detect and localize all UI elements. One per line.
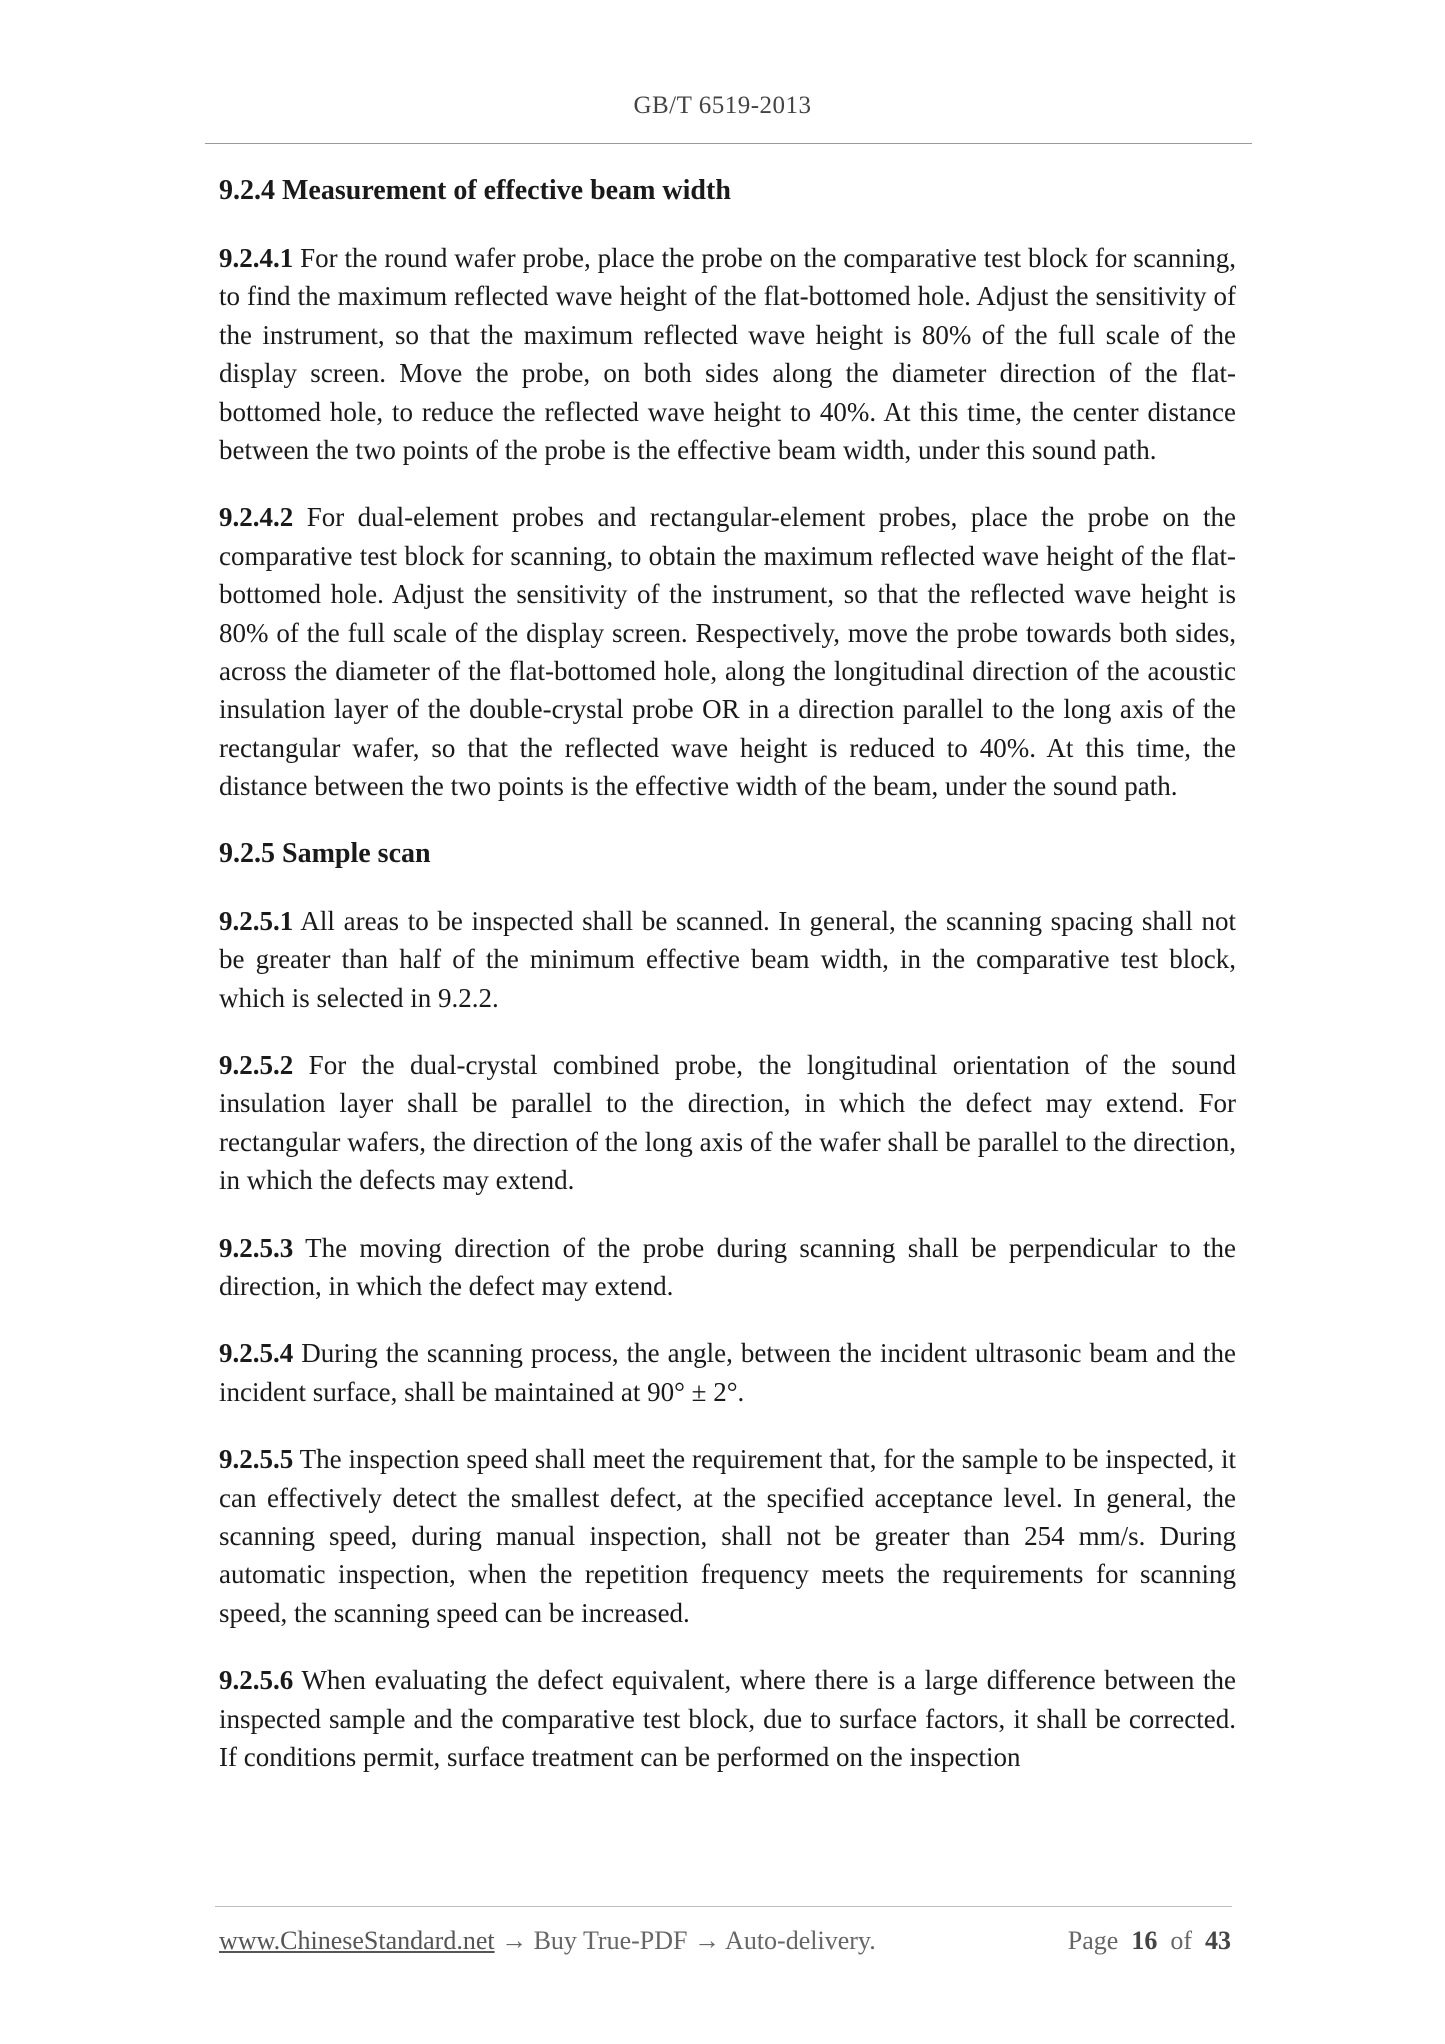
clause-9-2-5-6 bbox=[219, 1661, 1236, 1776]
clause-text: When evaluating the defect equivalent, where there is a large difference between the inspected sample and the comparative test block, due to surface factors, it shall be corrected. If conditions permit, surface treatment can be performed on the inspection bbox=[219, 1665, 1236, 1772]
clause-number: 9.2.5.2 bbox=[219, 1049, 294, 1080]
page-current: 16 bbox=[1131, 1926, 1158, 1955]
footer-divider bbox=[215, 1906, 1232, 1907]
clause-9-2-5-5 bbox=[219, 1440, 1236, 1632]
clause-text: For dual-element probes and rectangular-element probes, place the probe on the comparative test block for scanning, to obtain the maximum reflected wave height of the flat-bottomed hole. Adjust the sensitivity of the instrument, so that the reflected wave height is 80% of the full scale of the display screen. Respectively, move the probe towards both sides, across the diameter of the flat-bottomed hole, along the longitudinal direction of the acoustic insulation layer of the double-crystal probe OR in a direction parallel to the long axis of the rectangular wafer, so that the reflected wave height is reduced to 40%. At this time, the distance between the two points is the effective width of the beam, under the sound path. bbox=[219, 502, 1236, 802]
clause-9-2-4-1 bbox=[219, 239, 1236, 469]
section-heading-9-2-4: 9.2.4 Measurement of effective beam width bbox=[219, 175, 731, 206]
clause-9-2-5-1 bbox=[219, 902, 1236, 1017]
clause-number: 9.2.5.6 bbox=[219, 1665, 294, 1696]
page-total: 43 bbox=[1205, 1926, 1231, 1955]
clause-text: The moving direction of the probe during scanning shall be perpendicular to the direction, in which the defect may extend. bbox=[219, 1232, 1236, 1301]
clause-9-2-5-2 bbox=[219, 1046, 1236, 1200]
clause-text: All areas to be inspected shall be scanned. In general, the scanning spacing shall not be greater than half of the minimum effective beam width, in the comparative test block, which is selected in 9.2.2. bbox=[219, 905, 1236, 1013]
clause-number: 9.2.5.5 bbox=[219, 1444, 294, 1475]
clause-text: The inspection speed shall meet the requirement that, for the sample to be inspected, it can effectively detect the smallest defect, at the specified acceptance level. In general, the scanning speed, during manual inspection, shall not be greater than 254 mm/s. During automatic inspection, when the repetition frequency meets the requirements for scanning speed, the scanning speed can be increased. bbox=[219, 1444, 1236, 1628]
clause-number: 9.2.5.4 bbox=[219, 1338, 294, 1369]
page-number bbox=[1068, 1926, 1231, 1956]
page-body bbox=[219, 172, 1236, 1805]
website-link[interactable]: www.ChineseStandard.net bbox=[219, 1926, 495, 1955]
clause-text: During the scanning process, the angle, between the incident ultrasonic beam and the incident surface, shall be maintained at 90° ± 2°. bbox=[219, 1338, 1236, 1407]
page-footer bbox=[219, 1926, 1231, 1962]
footer-promo bbox=[219, 1926, 876, 1956]
section-heading-9-2-5: 9.2.5 Sample scan bbox=[219, 837, 431, 869]
page-of-label: of bbox=[1170, 1926, 1192, 1955]
clause-number: 9.2.4.2 bbox=[219, 502, 294, 533]
running-header: GB/T 6519-2013 bbox=[633, 92, 812, 119]
header-divider bbox=[205, 143, 1252, 144]
clause-text: For the round wafer probe, place the probe on the comparative test block for scanning, to find the maximum reflected wave height of the flat-bottomed hole. Adjust the sensitivity of the instrument, so that the maximum reflected wave height is 80% of the full scale of the display screen. Move the probe, on both sides along the diameter direction of the flat-bottomed hole, to reduce the reflected wave height to 40%. At this time, the center distance between the two points of the probe is the effective beam width, under this sound path. bbox=[219, 243, 1236, 466]
page-label: Page bbox=[1067, 1926, 1119, 1955]
footer-promo-text: → Buy True-PDF → Auto-delivery. bbox=[494, 1926, 876, 1955]
clause-number: 9.2.5.1 bbox=[219, 905, 294, 936]
clause-number: 9.2.4.1 bbox=[219, 243, 294, 273]
clause-9-2-4-2 bbox=[219, 498, 1236, 805]
clause-text: For the dual-crystal combined probe, the longitudinal orientation of the sound insulation layer shall be parallel to the direction, in which the defect may extend. For rectangular wafers, the direction of the long axis of the wafer shall be parallel to the direction, in which the defects may extend. bbox=[219, 1049, 1236, 1196]
clause-number: 9.2.5.3 bbox=[219, 1232, 294, 1263]
clause-9-2-5-3 bbox=[219, 1229, 1236, 1306]
clause-9-2-5-4 bbox=[219, 1334, 1236, 1411]
